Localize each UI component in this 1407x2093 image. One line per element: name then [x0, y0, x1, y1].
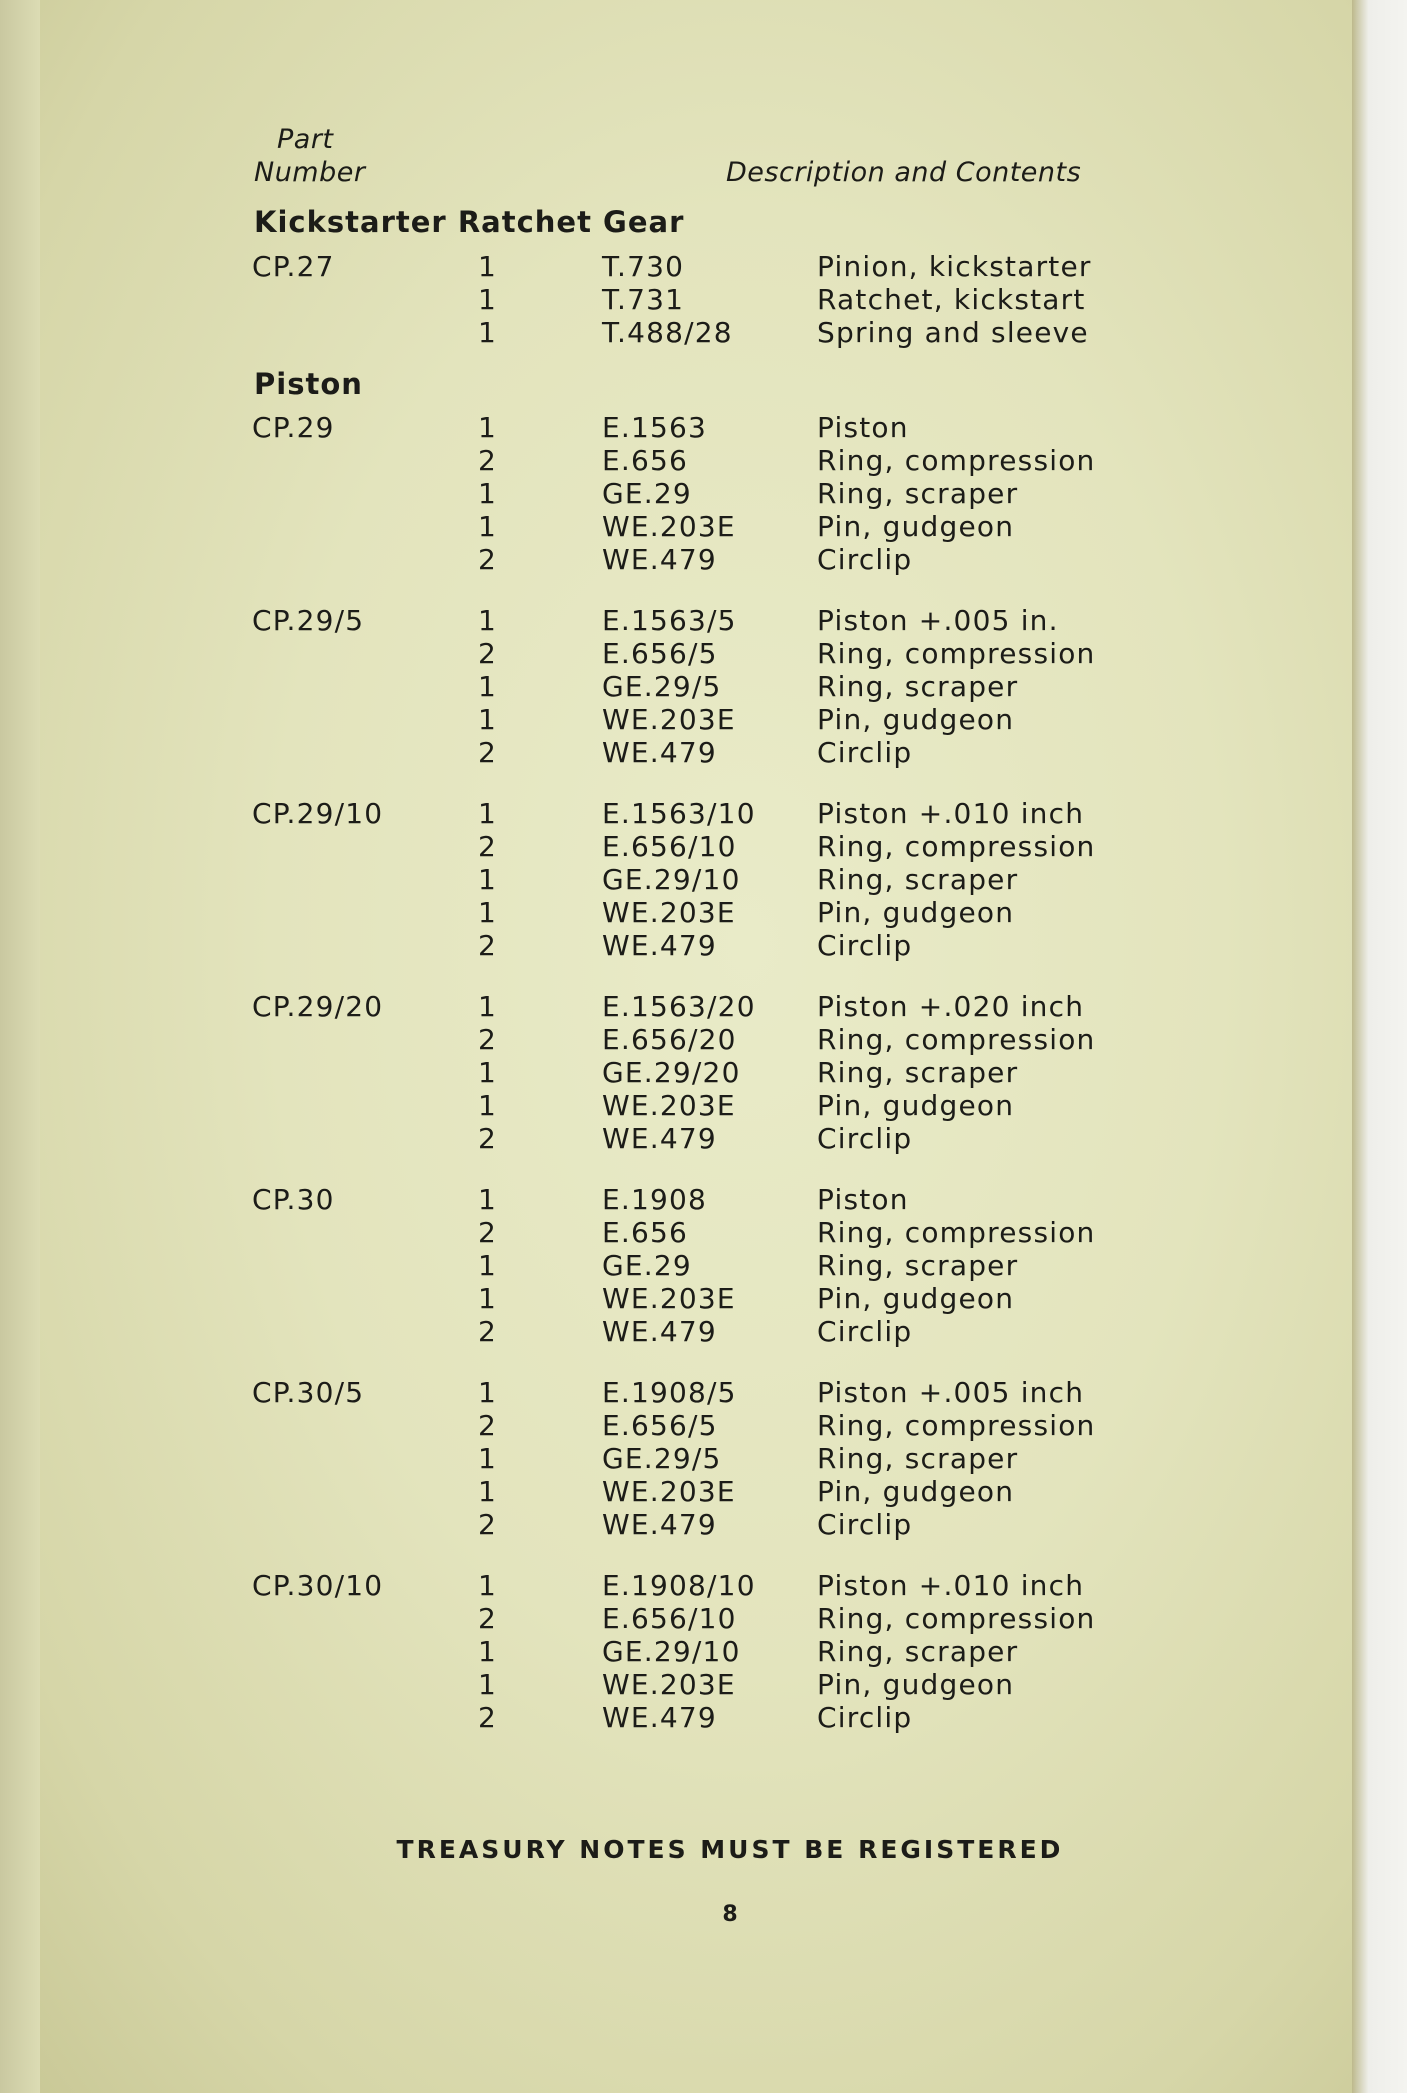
quantity-cell: 1: [478, 1282, 498, 1315]
table-row: [0, 477, 1300, 510]
description-cell: Piston +.010 inch: [817, 797, 1085, 830]
description-cell: Ring, scraper: [817, 670, 1019, 703]
table-row: [0, 929, 1300, 962]
quantity-cell: 1: [478, 1376, 498, 1409]
table-row: [0, 637, 1300, 670]
description-cell: Pin, gudgeon: [817, 1668, 1015, 1701]
quantity-cell: 1: [478, 797, 498, 830]
description-cell: Circlip: [817, 1701, 913, 1734]
quantity-cell: 2: [478, 830, 498, 863]
reference-cell: GE.29/10: [602, 863, 741, 896]
reference-cell: WE.479: [602, 543, 717, 576]
reference-cell: WE.479: [602, 1122, 717, 1155]
table-row: [0, 1376, 1300, 1409]
quantity-cell: 2: [478, 444, 498, 477]
part-number-cell: CP.29/10: [252, 797, 384, 830]
reference-cell: E.1908: [602, 1183, 708, 1216]
quantity-cell: 2: [478, 1701, 498, 1734]
description-cell: Ring, scraper: [817, 477, 1019, 510]
reference-cell: WE.203E: [602, 896, 736, 929]
table-row: [0, 1089, 1300, 1122]
reference-cell: WE.479: [602, 1701, 717, 1734]
table-row: [0, 1635, 1300, 1668]
description-cell: Spring and sleeve: [817, 316, 1089, 349]
page-edge: [1352, 0, 1407, 2093]
reference-cell: E.656: [602, 1216, 689, 1249]
description-cell: Pin, gudgeon: [817, 703, 1015, 736]
quantity-cell: 2: [478, 1508, 498, 1541]
part-header-line1: Part: [277, 124, 334, 155]
part-header-line2: Number: [254, 157, 366, 188]
description-cell: Circlip: [817, 1122, 913, 1155]
table-row: [0, 1315, 1300, 1348]
reference-cell: E.1563/20: [602, 990, 756, 1023]
table-row: [0, 1508, 1300, 1541]
table-row: [0, 797, 1300, 830]
reference-cell: T.731: [602, 283, 685, 316]
description-cell: Ring, compression: [817, 1023, 1096, 1056]
quantity-cell: 2: [478, 1602, 498, 1635]
quantity-cell: 1: [478, 1249, 498, 1282]
table-row: [0, 863, 1300, 896]
description-cell: Ring, compression: [817, 444, 1096, 477]
description-header: Description and Contents: [726, 157, 1082, 188]
table-row: [0, 411, 1300, 444]
reference-cell: GE.29/5: [602, 1442, 722, 1475]
quantity-cell: 1: [478, 1668, 498, 1701]
table-row: [0, 703, 1300, 736]
table-row: [0, 990, 1300, 1023]
table-row: [0, 316, 1300, 349]
reference-cell: WE.203E: [602, 1282, 736, 1315]
section-title-kickstarter: Kickstarter Ratchet Gear: [254, 205, 685, 239]
quantity-cell: 1: [478, 316, 498, 349]
table-row: [0, 1216, 1300, 1249]
table-row: [0, 1282, 1300, 1315]
table-row: [0, 1023, 1300, 1056]
description-cell: Ring, compression: [817, 1602, 1096, 1635]
reference-cell: GE.29/5: [602, 670, 722, 703]
table-row: [0, 283, 1300, 316]
reference-cell: WE.203E: [602, 510, 736, 543]
description-cell: Piston +.020 inch: [817, 990, 1085, 1023]
table-row: [0, 250, 1300, 283]
description-cell: Pin, gudgeon: [817, 1089, 1015, 1122]
quantity-cell: 1: [478, 1569, 498, 1602]
reference-cell: T.730: [602, 250, 685, 283]
table-row: [0, 444, 1300, 477]
quantity-cell: 1: [478, 1056, 498, 1089]
reference-cell: E.656/10: [602, 1602, 737, 1635]
description-cell: Ratchet, kickstart: [817, 283, 1086, 316]
table-row: [0, 736, 1300, 769]
description-cell: Piston +.010 inch: [817, 1569, 1085, 1602]
quantity-cell: 2: [478, 1122, 498, 1155]
quantity-cell: 1: [478, 1635, 498, 1668]
quantity-cell: 1: [478, 863, 498, 896]
footer-notice: TREASURY NOTES MUST BE REGISTERED: [396, 1835, 1064, 1864]
description-cell: Ring, scraper: [817, 863, 1019, 896]
table-row: [0, 1183, 1300, 1216]
part-number-cell: CP.29/5: [252, 604, 365, 637]
table-row: [0, 1122, 1300, 1155]
table-row: [0, 1409, 1300, 1442]
table-row: [0, 1442, 1300, 1475]
quantity-cell: 1: [478, 1183, 498, 1216]
reference-cell: GE.29: [602, 477, 692, 510]
description-cell: Pin, gudgeon: [817, 1282, 1015, 1315]
page-number: 8: [722, 1902, 738, 1927]
table-row: [0, 1701, 1300, 1734]
table-row: [0, 543, 1300, 576]
quantity-cell: 1: [478, 703, 498, 736]
reference-cell: E.656/10: [602, 830, 737, 863]
description-cell: Piston: [817, 1183, 909, 1216]
part-number-cell: CP.27: [252, 250, 335, 283]
description-cell: Ring, scraper: [817, 1635, 1019, 1668]
reference-cell: WE.479: [602, 1315, 717, 1348]
reference-cell: WE.203E: [602, 703, 736, 736]
description-cell: Ring, scraper: [817, 1442, 1019, 1475]
part-number-cell: CP.29/20: [252, 990, 384, 1023]
reference-cell: WE.479: [602, 736, 717, 769]
table-row: [0, 1569, 1300, 1602]
reference-cell: WE.203E: [602, 1475, 736, 1508]
description-cell: Ring, compression: [817, 1216, 1096, 1249]
reference-cell: E.1908/5: [602, 1376, 737, 1409]
reference-cell: T.488/28: [602, 316, 733, 349]
description-cell: Pin, gudgeon: [817, 896, 1015, 929]
reference-cell: E.1563/10: [602, 797, 756, 830]
quantity-cell: 2: [478, 736, 498, 769]
quantity-cell: 1: [478, 283, 498, 316]
description-cell: Piston: [817, 411, 909, 444]
quantity-cell: 1: [478, 670, 498, 703]
description-cell: Ring, compression: [817, 830, 1096, 863]
part-number-cell: CP.30: [252, 1183, 335, 1216]
description-cell: Pin, gudgeon: [817, 510, 1015, 543]
table-row: [0, 830, 1300, 863]
quantity-cell: 1: [478, 510, 498, 543]
table-row: [0, 510, 1300, 543]
reference-cell: WE.479: [602, 1508, 717, 1541]
quantity-cell: 1: [478, 250, 498, 283]
reference-cell: E.1908/10: [602, 1569, 756, 1602]
table-row: [0, 1249, 1300, 1282]
quantity-cell: 2: [478, 1216, 498, 1249]
quantity-cell: 2: [478, 1023, 498, 1056]
part-number-cell: CP.30/5: [252, 1376, 365, 1409]
description-cell: Circlip: [817, 543, 913, 576]
reference-cell: E.656: [602, 444, 689, 477]
section-title-piston: Piston: [254, 367, 363, 401]
description-cell: Circlip: [817, 1508, 913, 1541]
quantity-cell: 1: [478, 1442, 498, 1475]
table-row: [0, 1668, 1300, 1701]
description-cell: Circlip: [817, 1315, 913, 1348]
description-cell: Ring, scraper: [817, 1249, 1019, 1282]
description-cell: Piston +.005 inch: [817, 1376, 1085, 1409]
reference-cell: GE.29/10: [602, 1635, 741, 1668]
description-cell: Circlip: [817, 929, 913, 962]
reference-cell: GE.29: [602, 1249, 692, 1282]
description-cell: Ring, scraper: [817, 1056, 1019, 1089]
reference-cell: WE.203E: [602, 1089, 736, 1122]
reference-cell: WE.479: [602, 929, 717, 962]
table-row: [0, 1056, 1300, 1089]
quantity-cell: 2: [478, 1409, 498, 1442]
quantity-cell: 1: [478, 411, 498, 444]
part-number-cell: CP.30/10: [252, 1569, 384, 1602]
quantity-cell: 1: [478, 990, 498, 1023]
quantity-cell: 2: [478, 1315, 498, 1348]
reference-cell: E.656/5: [602, 1409, 718, 1442]
description-cell: Pinion, kickstarter: [817, 250, 1092, 283]
table-row: [0, 896, 1300, 929]
description-cell: Piston +.005 in.: [817, 604, 1059, 637]
quantity-cell: 2: [478, 929, 498, 962]
quantity-cell: 1: [478, 1475, 498, 1508]
reference-cell: E.656/20: [602, 1023, 737, 1056]
table-row: [0, 670, 1300, 703]
quantity-cell: 2: [478, 637, 498, 670]
reference-cell: GE.29/20: [602, 1056, 741, 1089]
reference-cell: E.1563/5: [602, 604, 737, 637]
part-number-cell: CP.29: [252, 411, 335, 444]
table-row: [0, 1602, 1300, 1635]
reference-cell: E.1563: [602, 411, 708, 444]
table-row: [0, 1475, 1300, 1508]
quantity-cell: 2: [478, 543, 498, 576]
quantity-cell: 1: [478, 604, 498, 637]
quantity-cell: 1: [478, 1089, 498, 1122]
description-cell: Ring, compression: [817, 637, 1096, 670]
reference-cell: E.656/5: [602, 637, 718, 670]
description-cell: Circlip: [817, 736, 913, 769]
quantity-cell: 1: [478, 896, 498, 929]
description-cell: Pin, gudgeon: [817, 1475, 1015, 1508]
description-cell: Ring, compression: [817, 1409, 1096, 1442]
reference-cell: WE.203E: [602, 1668, 736, 1701]
table-row: [0, 604, 1300, 637]
quantity-cell: 1: [478, 477, 498, 510]
